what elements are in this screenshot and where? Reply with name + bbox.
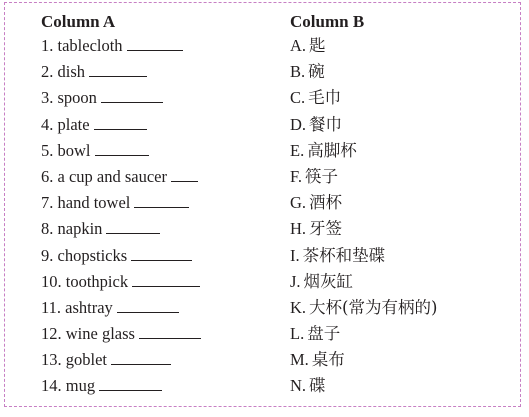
item-number: 8. <box>41 219 54 239</box>
answer-blank[interactable] <box>117 311 179 313</box>
option-text: 大杯(常为有柄的) <box>309 297 438 317</box>
option-text: 匙 <box>309 36 326 55</box>
answer-blank[interactable] <box>134 206 189 208</box>
column-a-list <box>41 33 201 400</box>
answer-blank[interactable] <box>94 128 147 130</box>
answer-blank[interactable] <box>131 259 192 261</box>
column-b-item <box>290 112 437 138</box>
option-text: 茶杯和垫碟 <box>302 245 386 265</box>
column-a-item <box>41 138 201 164</box>
option-text: 碗 <box>308 62 325 82</box>
column-a-item <box>41 373 201 399</box>
option-text: 筷子 <box>304 166 338 186</box>
option-letter: E. <box>290 140 305 160</box>
item-number: 1. <box>41 36 54 55</box>
item-number: 10. <box>41 271 62 291</box>
answer-blank[interactable] <box>89 75 147 77</box>
answer-blank[interactable] <box>106 232 160 234</box>
column-b-item <box>290 295 437 321</box>
answer-blank[interactable] <box>101 101 163 103</box>
option-text: 盘子 <box>307 324 341 344</box>
item-number: 12. <box>41 324 62 344</box>
option-text: 牙签 <box>309 219 343 239</box>
column-b-item <box>290 373 437 399</box>
option-letter: A. <box>290 36 307 55</box>
column-a-item <box>41 85 201 111</box>
column-a-item <box>41 33 201 59</box>
option-text: 碟 <box>309 376 326 396</box>
column-a <box>41 11 201 400</box>
item-number: 13. <box>41 350 62 370</box>
item-word: wine glass <box>65 324 135 344</box>
column-a-item <box>41 295 201 321</box>
item-number: 6. <box>41 166 54 186</box>
item-word: bowl <box>57 140 91 160</box>
column-a-item <box>41 269 201 295</box>
item-word: plate <box>57 114 90 134</box>
answer-blank[interactable] <box>99 389 162 391</box>
item-number: 3. <box>41 88 54 108</box>
column-b-item <box>290 347 437 373</box>
answer-blank[interactable] <box>139 337 201 339</box>
option-letter: J. <box>290 271 301 291</box>
option-text: 毛巾 <box>308 88 342 108</box>
item-word: ashtray <box>65 297 113 317</box>
column-b-item <box>290 269 437 295</box>
column-b-item <box>290 33 437 59</box>
column-a-header: Column A <box>41 12 116 31</box>
answer-blank[interactable] <box>127 49 183 51</box>
column-a-item <box>41 164 201 190</box>
item-number: 5. <box>41 140 54 160</box>
column-a-item <box>41 347 201 373</box>
column-a-item <box>41 112 201 138</box>
column-a-item <box>41 216 201 242</box>
option-letter: D. <box>290 114 307 134</box>
item-number: 14. <box>41 376 62 396</box>
column-b-item <box>290 243 437 269</box>
option-text: 烟灰缸 <box>303 271 354 291</box>
option-letter: L. <box>290 324 305 344</box>
item-number: 7. <box>41 193 54 213</box>
item-number: 9. <box>41 245 54 265</box>
option-letter: H. <box>290 219 307 239</box>
item-word: hand towel <box>57 193 131 213</box>
option-letter: M. <box>290 350 309 370</box>
option-letter: B. <box>290 62 306 82</box>
item-word: chopsticks <box>57 245 128 265</box>
column-b-item <box>290 85 437 111</box>
option-letter: K. <box>290 297 307 317</box>
option-letter: C. <box>290 88 306 108</box>
item-number: 4. <box>41 114 54 134</box>
item-word: tablecloth <box>57 36 123 55</box>
answer-blank[interactable] <box>95 154 149 156</box>
option-text: 餐巾 <box>309 114 343 134</box>
column-b-item <box>290 321 437 347</box>
item-number: 11. <box>41 297 62 317</box>
column-b-item <box>290 190 437 216</box>
column-b-list <box>290 33 437 400</box>
item-number: 2. <box>41 62 54 82</box>
option-text: 酒杯 <box>309 193 343 213</box>
column-b <box>290 11 437 400</box>
column-b-item <box>290 59 437 85</box>
item-word: goblet <box>65 350 107 370</box>
item-word: spoon <box>57 88 97 108</box>
answer-blank[interactable] <box>111 363 171 365</box>
column-a-item <box>41 321 201 347</box>
option-text: 桌布 <box>311 350 345 370</box>
item-word: dish <box>57 62 86 82</box>
item-word: napkin <box>57 219 103 239</box>
answer-blank[interactable] <box>132 285 200 287</box>
column-b-item <box>290 216 437 242</box>
column-b-item <box>290 164 437 190</box>
item-word: toothpick <box>65 271 129 291</box>
item-word: mug <box>65 376 96 396</box>
option-letter: I. <box>290 245 300 265</box>
answer-blank[interactable] <box>171 180 198 182</box>
option-letter: F. <box>290 166 302 186</box>
column-b-item <box>290 138 437 164</box>
column-a-item <box>41 243 201 269</box>
option-letter: N. <box>290 376 307 396</box>
item-word: a cup and saucer <box>57 166 167 186</box>
option-text: 高脚杯 <box>307 140 357 160</box>
column-a-item <box>41 190 201 216</box>
column-b-header: Column B <box>290 12 365 31</box>
column-a-item <box>41 59 201 85</box>
option-letter: G. <box>290 193 307 213</box>
